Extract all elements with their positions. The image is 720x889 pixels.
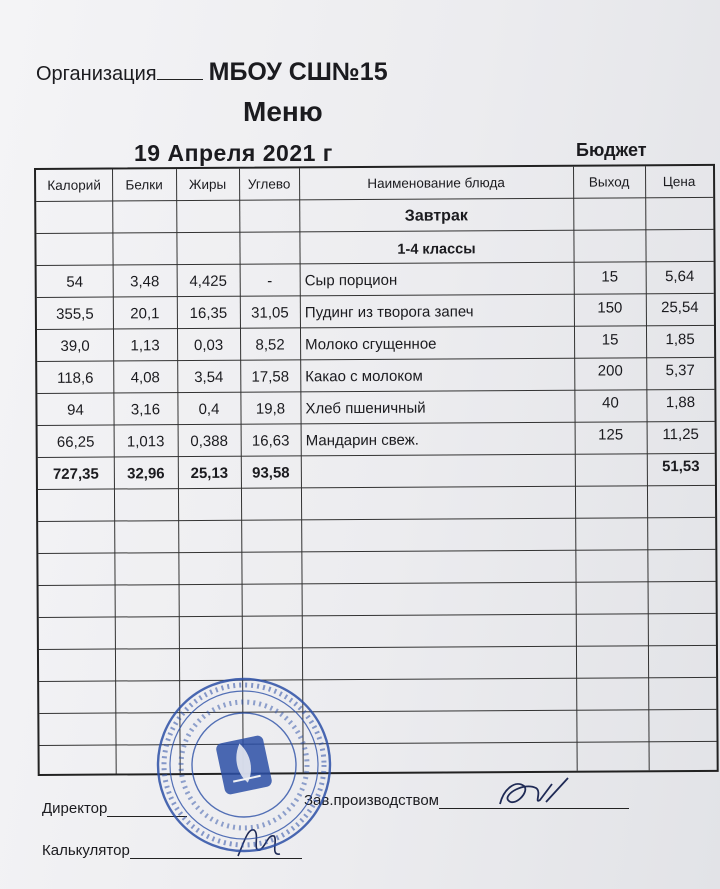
budget-label: Бюджет (576, 140, 647, 160)
organization-underline (157, 79, 203, 80)
cell-yield: 200 (597, 362, 623, 380)
calculator-label: Калькулятор (42, 842, 130, 859)
row-divider (39, 613, 716, 618)
cell-fat: 4,425 (189, 272, 228, 291)
row-divider (36, 229, 713, 234)
row-divider (37, 261, 714, 266)
cell-yield: 15 (601, 268, 619, 286)
cell-protein: 1,013 (126, 433, 165, 451)
menu-date: 19 Апреля 2021 г (134, 140, 333, 166)
cell-price: 11,25 (662, 425, 699, 444)
cell-protein: 3,48 (130, 273, 160, 291)
cell-protein: 1,13 (130, 337, 160, 355)
cell-price: 5,64 (665, 267, 695, 286)
row-divider (37, 389, 714, 394)
cell-price: 25,54 (661, 298, 699, 317)
row-divider (39, 581, 716, 586)
production-signature (494, 770, 574, 818)
row-divider (38, 517, 715, 522)
total-price: 51,53 (662, 457, 700, 476)
row-divider (36, 197, 713, 202)
cell-yield: 125 (598, 426, 624, 444)
cell-dish-name: Сыр порцион (304, 271, 398, 290)
cell-fat: 3,54 (194, 368, 224, 387)
total-fat: 25,13 (190, 464, 229, 483)
production-label: Зав.производством (304, 792, 439, 809)
row-divider (38, 421, 715, 426)
cell-protein: 3,16 (130, 401, 161, 419)
cell-fat: 0,4 (198, 400, 220, 418)
menu-table (34, 164, 719, 776)
total-carbs: 93,58 (252, 464, 290, 482)
cell-kcal: 66,25 (56, 433, 95, 451)
meal-label: Завтрак (404, 207, 468, 225)
cell-carbs: 19,8 (255, 400, 286, 418)
cell-dish-name: Молоко сгущенное (305, 335, 437, 354)
header-yield: Выход (588, 174, 630, 190)
organization-label: Организация (36, 63, 157, 85)
production-line (304, 792, 629, 809)
organization-name: МБОУ СШ№15 (208, 58, 388, 86)
cell-carbs: - (267, 272, 273, 290)
cell-dish-name: Мандарин свеж. (305, 431, 419, 450)
row-divider (37, 325, 714, 330)
row-divider (39, 645, 716, 650)
cell-price: 5,37 (665, 361, 695, 380)
row-divider (39, 709, 716, 714)
cell-carbs: 16,63 (251, 432, 290, 450)
official-stamp (152, 673, 336, 857)
page-title: Меню (243, 96, 323, 127)
row-divider (38, 453, 715, 458)
header-fat: Жиры (188, 176, 227, 193)
header-carbs: Углево (247, 176, 291, 192)
total-protein: 32,96 (127, 465, 165, 483)
cell-carbs: 8,52 (255, 336, 285, 354)
cell-kcal: 54 (66, 273, 84, 291)
cell-kcal: 39,0 (60, 337, 90, 355)
cell-yield: 150 (597, 299, 623, 317)
header-name: Наименование блюда (367, 175, 505, 191)
cell-yield: 15 (601, 331, 619, 349)
cell-protein: 4,08 (130, 369, 160, 387)
director-label: Директор (42, 800, 108, 817)
cell-carbs: 17,58 (251, 368, 290, 386)
cell-dish-name: Пудинг из творога запеч (304, 303, 474, 322)
cell-fat: 0,03 (193, 336, 224, 355)
organization-line (36, 58, 388, 87)
cell-yield: 40 (602, 394, 619, 412)
column-divider (573, 167, 578, 771)
header-protein: Белки (125, 177, 163, 193)
row-divider (37, 357, 714, 362)
cell-dish-name: Какао с молоком (305, 367, 423, 386)
total-kcal: 727,35 (52, 465, 99, 483)
cell-price: 1,85 (665, 330, 695, 349)
grade-label: 1-4 классы (397, 241, 476, 258)
cell-price: 1,88 (665, 393, 696, 412)
cell-kcal: 94 (67, 401, 84, 419)
row-divider (38, 485, 715, 490)
cell-kcal: 118,6 (57, 369, 94, 387)
row-divider (37, 293, 714, 298)
cell-carbs: 31,05 (251, 304, 289, 322)
cell-kcal: 355,5 (56, 305, 94, 323)
header-price: Цена (662, 173, 696, 190)
cell-fat: 0,388 (190, 432, 228, 451)
cell-fat: 16,35 (189, 304, 228, 323)
row-divider (38, 549, 715, 554)
row-divider (40, 741, 717, 746)
cell-dish-name: Хлеб пшеничный (305, 399, 426, 418)
header-kcal: Калорий (47, 177, 101, 193)
cell-protein: 20,1 (130, 305, 160, 323)
row-divider (39, 677, 716, 682)
